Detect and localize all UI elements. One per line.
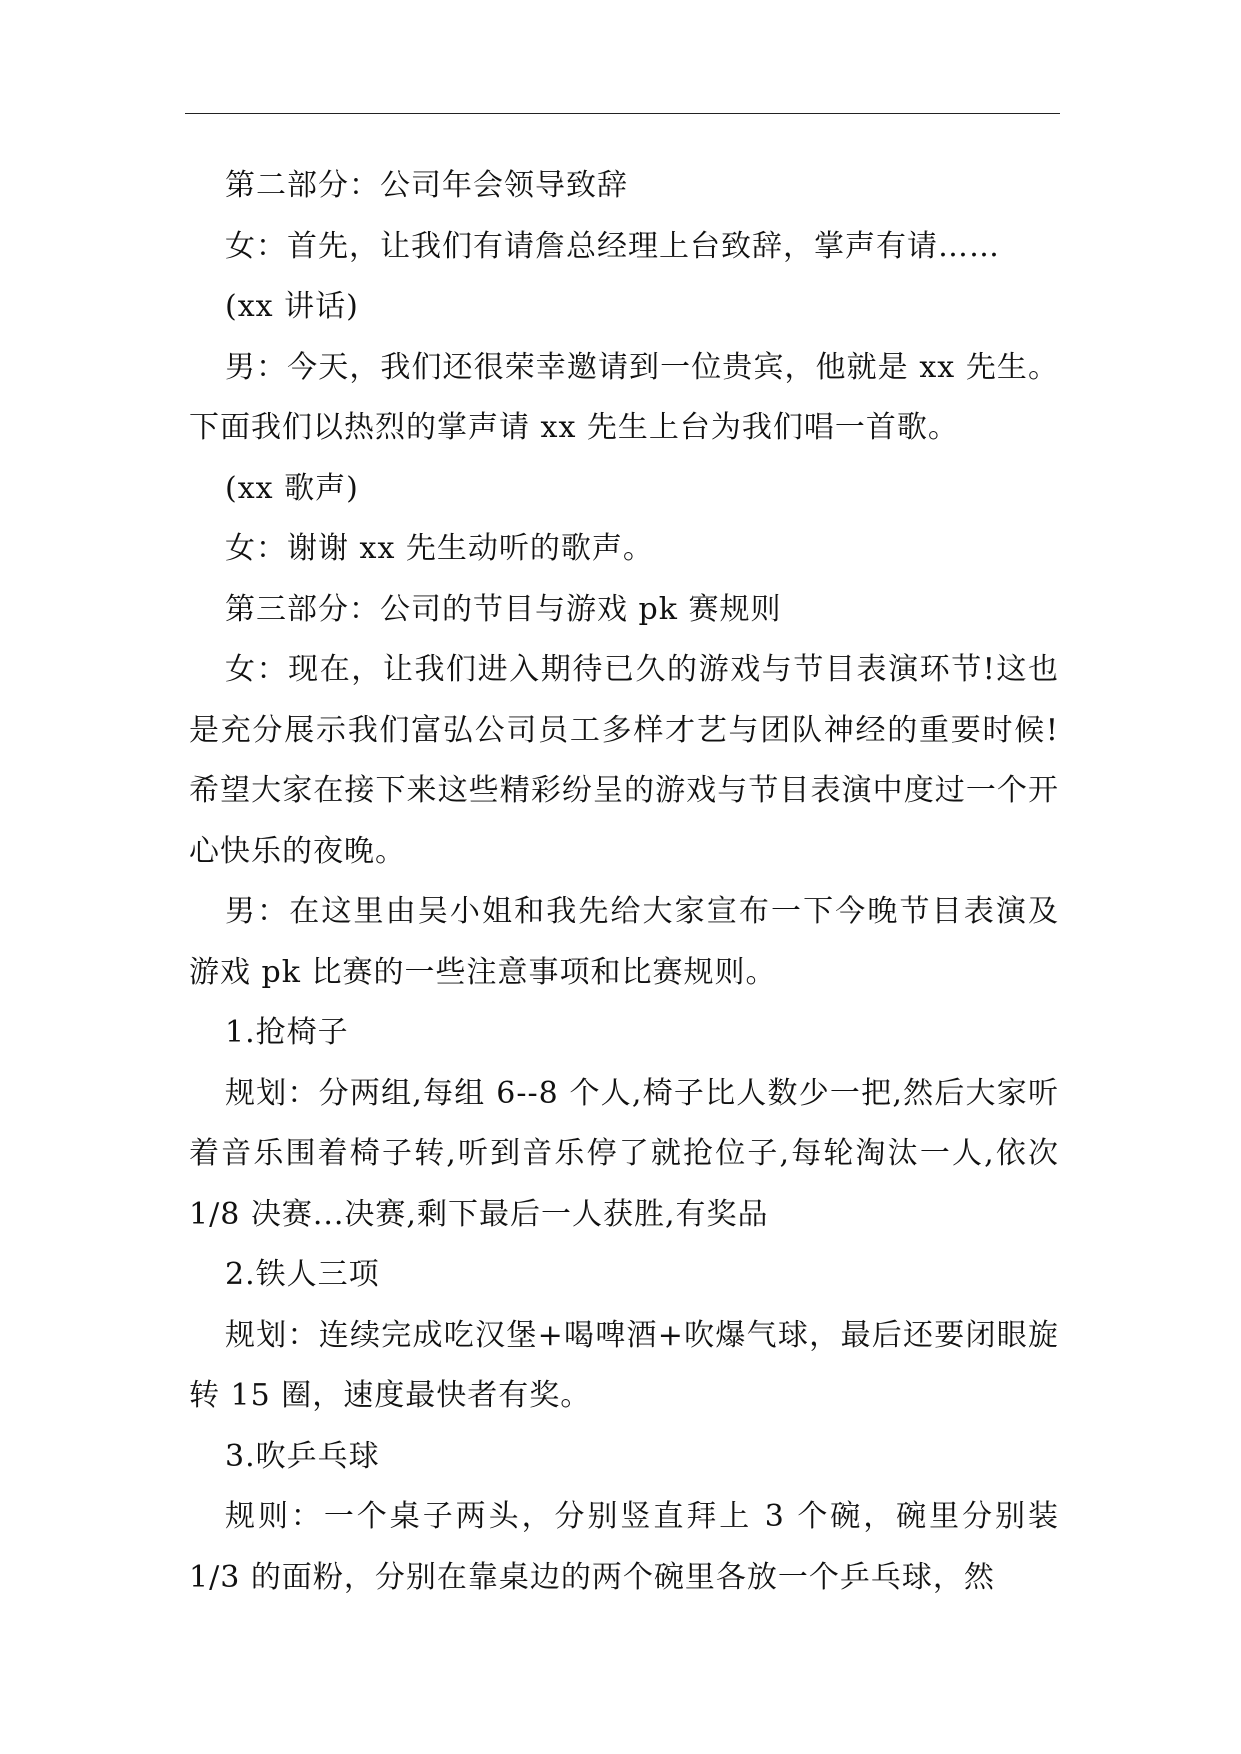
dialogue-paragraph: 男：在这里由吴小姐和我先给大家宣布一下今晚节目表演及游戏 pk 比赛的一些注意事项和比赛规则。 [189,894,1059,990]
dialogue-paragraph: 男：今天，我们还很荣幸邀请到一位贵宾，他就是 xx 先生。下面我们以热烈的掌声请 xx 先生上台为我们唱一首歌。 [189,349,1059,445]
game-rules: 规划：分两组,每组 6--8 个人,椅子比人数少一把,然后大家听着音乐围着椅子转,听到音乐停了就抢位子,每轮淘汰一人,依次 1/8 决赛...决赛,剩下最后一人获胜,有奖品 [189,1075,1059,1232]
section-heading-part-two: 第二部分：公司年会领导致辞 [225,168,628,203]
header-rule [185,113,1060,114]
dialogue-paragraph: 女：首先，让我们有请詹总经理上台致辞，掌声有请…… [225,228,1000,264]
game-title: 2.铁人三项 [225,1257,380,1292]
stage-direction: (xx 讲话) [225,289,359,324]
stage-direction: (xx 歌声) [225,470,359,506]
dialogue-paragraph: 女：现在，让我们进入期待已久的游戏与节目表演环节!这也是充分展示我们富弘公司员工多样才艺与团队神经的重要时候!希望大家在接下来这些精彩纷呈的游戏与节目表演中度过一个开心快乐的夜晚。 [189,652,1059,869]
game-title: 1.抢椅子 [225,1015,349,1050]
game-title: 3.吹乒乓球 [225,1438,380,1474]
game-rules: 规则：一个桌子两头，分别竖直拜上 3 个碗，碗里分别装 1/3 的面粉，分别在靠桌边的两个碗里各放一个乒乓球，然 [189,1499,1059,1595]
dialogue-paragraph: 女：谢谢 xx 先生动听的歌声。 [225,531,654,566]
document-body [189,156,1059,1608]
section-heading-part-three: 第三部分：公司的节目与游戏 pk 赛规则 [225,591,782,627]
game-rules: 规划：连续完成吃汉堡+喝啤酒+吹爆气球，最后还要闭眼旋转 15 圈，速度最快者有奖。 [189,1317,1059,1413]
